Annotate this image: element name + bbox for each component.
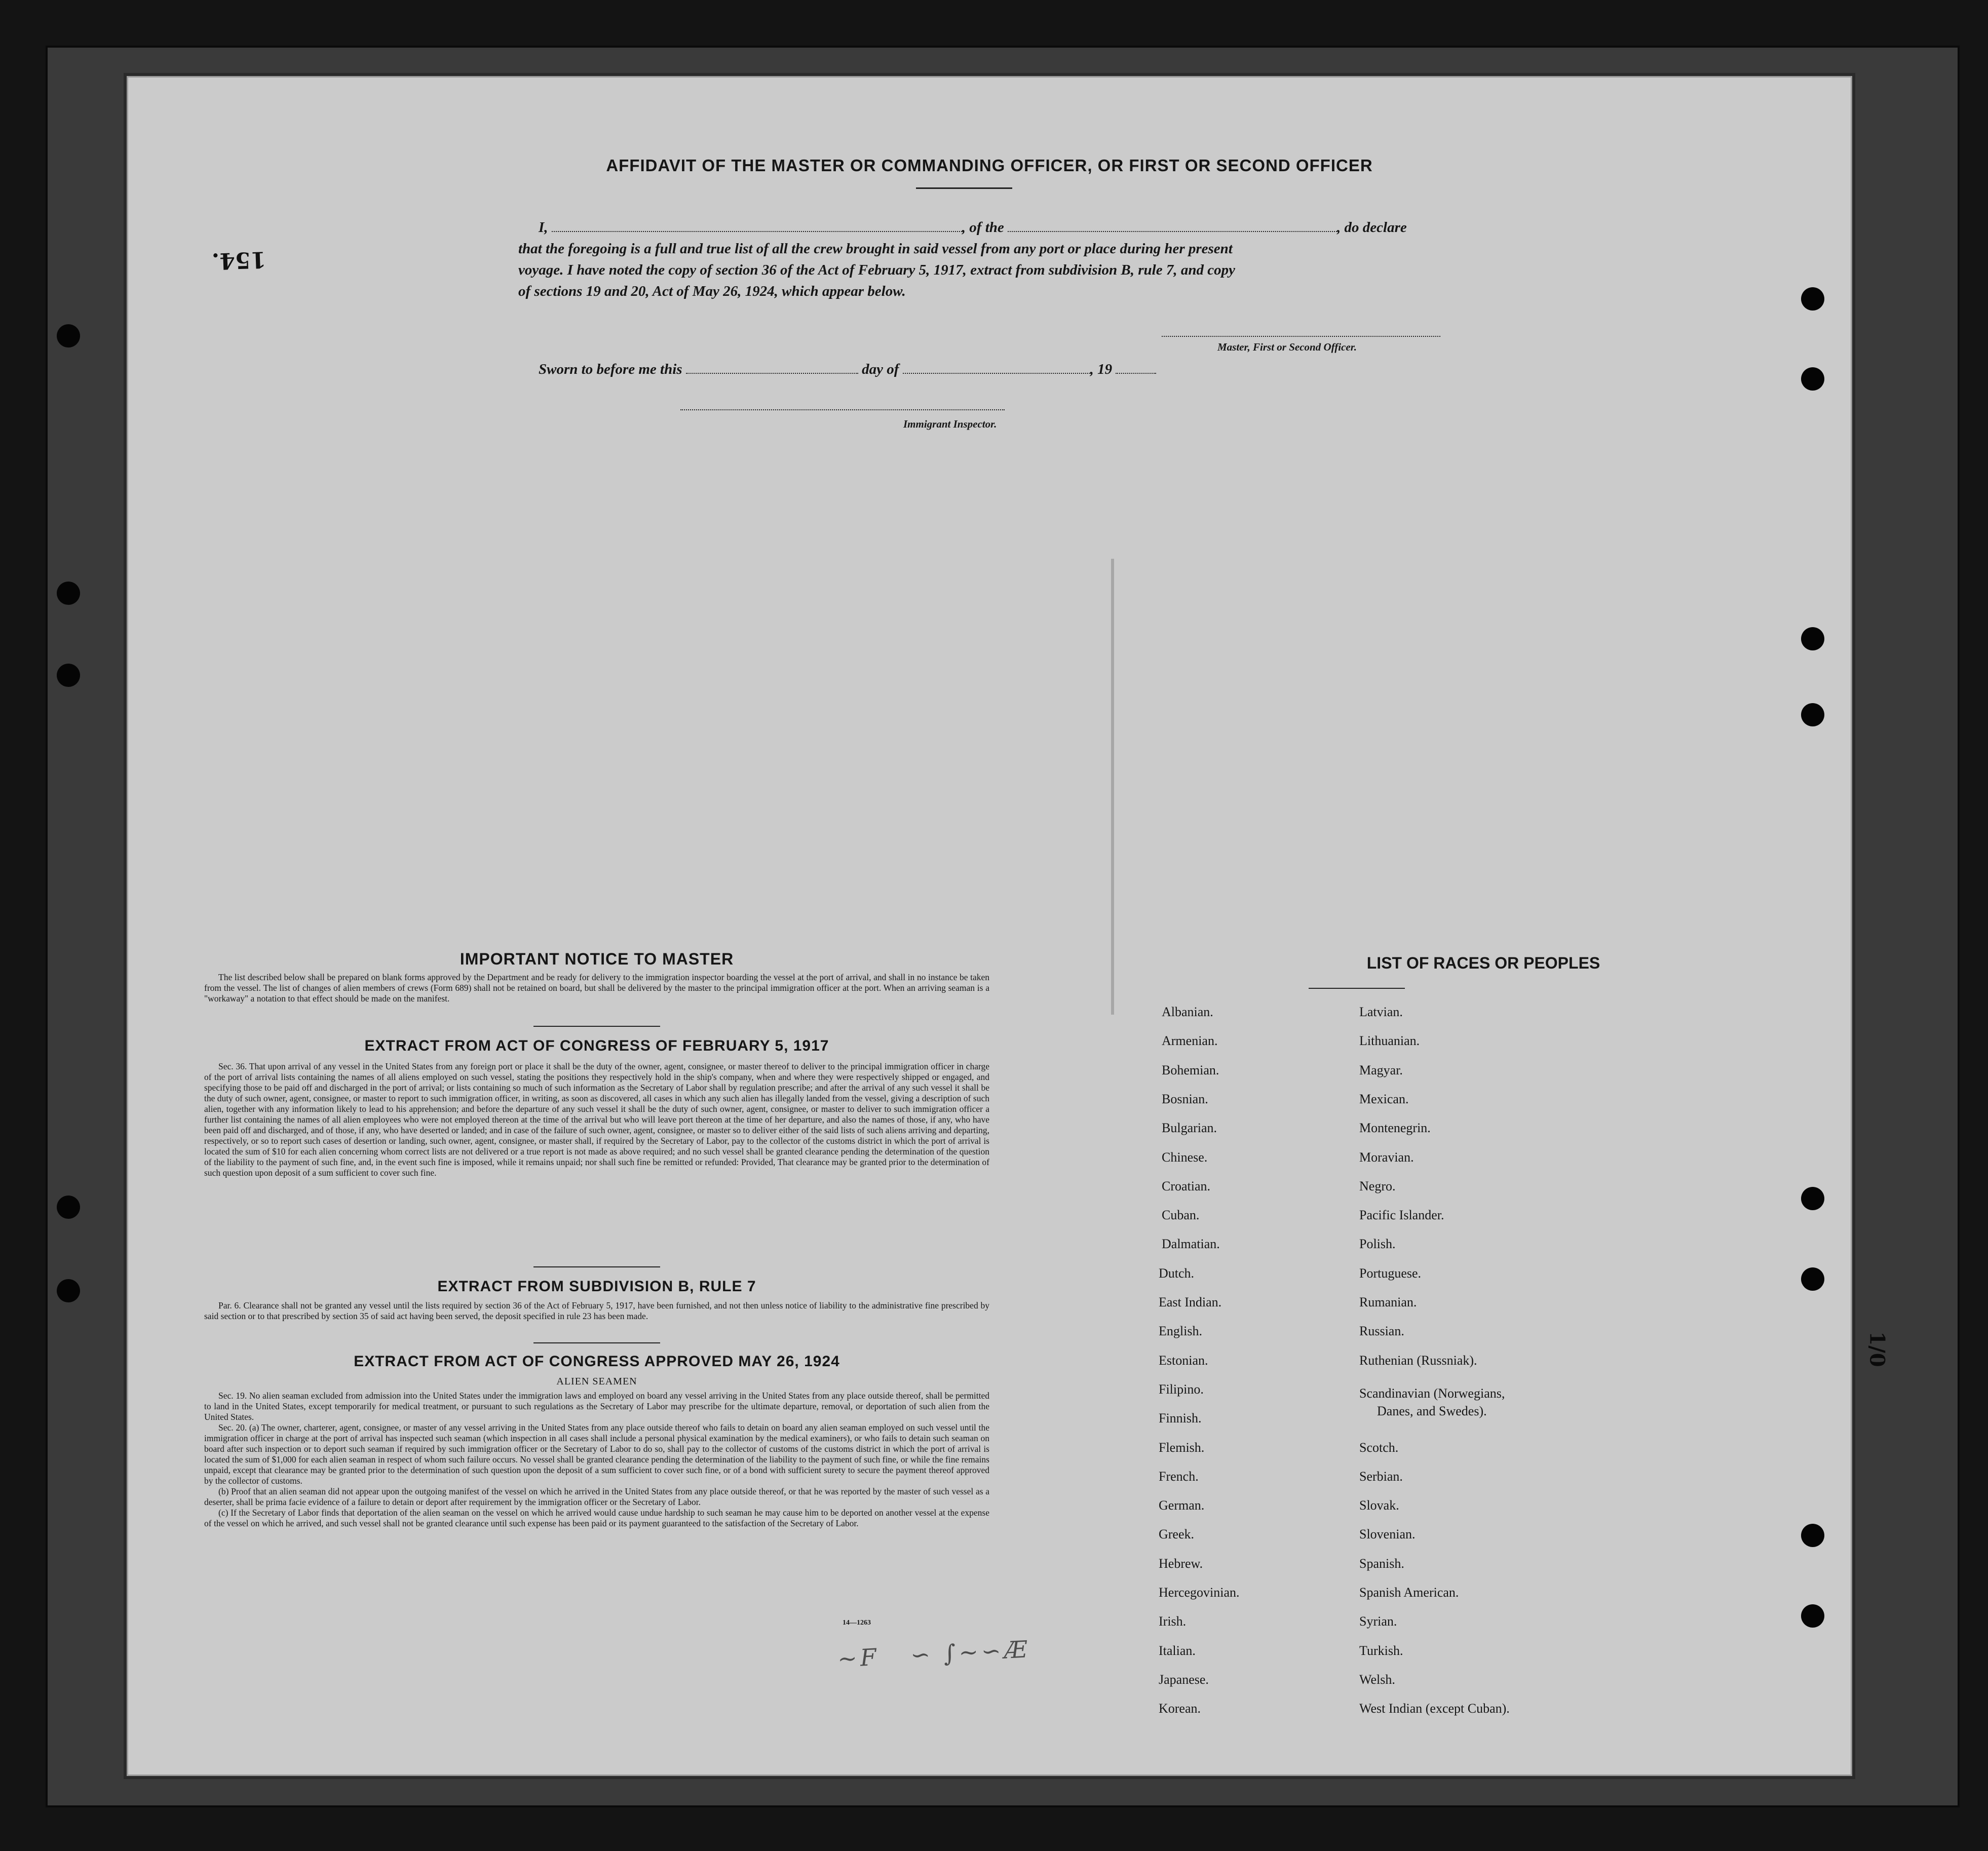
title-underline — [916, 187, 1012, 189]
punch-hole-left — [57, 324, 80, 348]
extract-1917-title: EXTRACT FROM ACT OF CONGRESS OF FEBRUARY 5, 1917 — [364, 1037, 829, 1054]
punch-hole-right — [1801, 1267, 1824, 1291]
affidavit-line-2: that the foregoing is a full and true list of all the crew brought in said vessel from any port or place during her present — [518, 241, 1233, 257]
race-item: Mexican. — [1359, 1091, 1409, 1106]
section-divider — [533, 1342, 660, 1343]
document-sheet — [127, 76, 1852, 1776]
race-item: Slovak. — [1359, 1498, 1399, 1513]
punch-hole-right — [1801, 1604, 1824, 1628]
race-item: West Indian (except Cuban). — [1359, 1701, 1510, 1716]
race-item: Syrian. — [1359, 1614, 1397, 1629]
section-36-paragraph: Sec. 36. That upon arrival of any vessel in the United States from any foreign port or place it shall be the duty of the owner, agent, consignee, or master thereof to deliver to the principal immigration officer in charge of the port of arrival lists containing the names of all aliens employed on such vessel, stating the positions they respectively hold in the ship's company, when and where they were respectively shipped or engaged, and specifying those to be paid off and discharged in the port of arrival; or lists containing so much of such information as the Secretary of Labor shall by regulation prescribe; and after the arrival of any such vessel it shall be the duty of such owner, agent, consignee, or master to report to such immigration officer, in writing, as soon as discovered, all cases in which any such alien has illegally landed from the vessel, giving a description of such alien, together with any information likely to lead to his apprehension; and before the departure of any such vessel it shall be the duty of such owner, agent, consignee, or master to deliver to such immigration officer a further list containing the names of all alien employees who were not employed thereon at the time of the arrival but who will leave port thereon at the time of her departure, and also the names of those, if any, who have been paid off and discharged, and of those, if any, who have deserted or landed; and in case of the failure of such owner, agent, consignee, or master so to deliver either of the said lists of such aliens arriving and departing, respectively, or so to report such cases of desertion or landing, such owner, agent, consignee, or master shall, if required by the Secretary of Labor, pay to the collector of the customs district in which the port of arrival is located the sum of $10 for each alien concerning whom correct lists are not delivered or a true report is not made as above required; and no such vessel shall be granted clearance pending the determination of the question of the liability to the payment of such fine, and, in the event such fine is imposed, while it remains unpaid; nor shall such fine be remitted or refunded: Provided, That clearance may be granted prior to the determination of such question upon deposit of a sum sufficient to cover such fine. — [204, 1061, 989, 1178]
race-item: Negro. — [1359, 1178, 1396, 1193]
race-item: Bohemian. — [1162, 1062, 1219, 1077]
sworn-day-blank — [686, 370, 858, 374]
notice-paragraph: The list described below shall be prepared on blank forms approved by the Department and be ready for delivery to the immigration inspector boarding the vessel at the port of arrival, and shall in no instance be taken from the vessel. The list of changes of alien members of crews (Form 689) shall not be retained on board, but shall be delivered by the master to the principal immigration officer at the port. When an arriving seaman is a "workaway" a notation to that effect should be made on the manifest. — [204, 972, 989, 1004]
race-item: Dalmatian. — [1162, 1237, 1220, 1252]
race-item: Italian. — [1159, 1643, 1196, 1658]
race-item: French. — [1159, 1469, 1199, 1484]
extract-1917-body — [204, 1061, 989, 1178]
race-item: Scotch. — [1359, 1440, 1399, 1455]
race-item: Lithuanian. — [1359, 1033, 1420, 1049]
handwritten-signature: ~F ∽ ∫~∽Æ — [836, 1635, 1031, 1673]
race-item: Greek. — [1159, 1527, 1195, 1542]
race-item: Spanish. — [1359, 1556, 1404, 1571]
race-item: Croatian. — [1162, 1178, 1211, 1193]
race-item: Pacific Islander. — [1359, 1208, 1444, 1223]
race-item: Korean. — [1159, 1701, 1201, 1716]
race-item: Welsh. — [1359, 1672, 1395, 1687]
race-item: Portuguese. — [1359, 1265, 1422, 1281]
race-item: Albanian. — [1162, 1005, 1213, 1019]
section-divider — [533, 1266, 660, 1267]
race-item: Armenian. — [1162, 1033, 1218, 1049]
race-item: Russian. — [1359, 1324, 1404, 1339]
alien-seamen-subtitle: ALIEN SEAMEN — [556, 1376, 637, 1387]
affidavit-line-3: voyage. I have noted the copy of section 36 of the Act of February 5, 1917, extract from subdivision B, rule 7, and copy — [518, 262, 1235, 278]
sec-20a-paragraph: Sec. 20. (a) The owner, charterer, agent, consignee, or master of any vessel arriving in the United States from any place outside thereof who fails to detain on board any alien seaman employed on such vessel until the immigration officer in charge at the port of arrival has inspected such seaman (which inspection in all cases shall include a personal physical examination by the medical examiners), or who fails to detain such seaman on board after such inspection or to deport such seaman if required by such immigration officer or the Secretary of Labor to do so, shall pay to the collector of customs of the customs district in which the port of arrival is located the sum of $1,000 for each alien seaman in respect of whom such failure occurs. No vessel shall be granted clearance pending the determination of the liability to the payment of such fine, or while the fine remains unpaid, except that clearance may be granted prior to the determination of such question upon the deposit of a sum sufficient to cover such fine, or of a bond with sufficient surety to secure the payment thereof approved by the collector of customs. — [204, 1422, 989, 1486]
punch-hole-right — [1801, 367, 1824, 391]
margin-number: 154. — [211, 246, 267, 274]
race-item: Finnish. — [1159, 1411, 1202, 1426]
sworn-month-blank — [903, 370, 1090, 374]
affidavit-declare: , do declare — [1337, 219, 1407, 236]
master-signature-line — [1162, 336, 1440, 337]
race-item: East Indian. — [1159, 1295, 1222, 1309]
race-item: Hercegovinian. — [1159, 1585, 1240, 1600]
race-item: Magyar. — [1359, 1062, 1403, 1077]
sec-20c-paragraph: (c) If the Secretary of Labor finds that deportation of the alien seaman on the vessel on which he arrived would cause undue hardship to such seaman he may cause him to be deported on another vessel at the expense of the vessel on which he arrived, and such vessel shall not be granted clearance until such expense has been paid or its payment guaranteed to the satisfaction of the Secretary of Labor. — [204, 1508, 989, 1528]
race-item: Serbian. — [1359, 1469, 1403, 1484]
race-item: Bulgarian. — [1162, 1121, 1217, 1136]
race-item: Rumanian. — [1359, 1295, 1417, 1309]
day-of-text: day of — [862, 361, 899, 377]
sworn-year-blank — [1116, 370, 1156, 374]
punch-hole-right — [1801, 703, 1824, 726]
rule7-body — [204, 1300, 989, 1322]
race-item: Dutch. — [1159, 1265, 1195, 1281]
punch-hole-right — [1801, 1524, 1824, 1547]
race-item: Hebrew. — [1159, 1556, 1203, 1571]
extract-1924-body — [204, 1391, 989, 1529]
notice-body — [204, 972, 989, 1004]
race-item: Danes, and Swedes). — [1377, 1403, 1487, 1418]
par-6-paragraph: Par. 6. Clearance shall not be granted any vessel until the lists required by section 36 of the Act of February 5, 1917, have been furnished, and not then unless notice of liability to the administrative fine prescribed by said section or to that prescribed by section 35 of said act having been served, the deposit specified in rule 23 has been made. — [204, 1300, 989, 1321]
right-margin-note: 1/0 — [1865, 1331, 1889, 1367]
race-item: Polish. — [1359, 1237, 1396, 1252]
race-item: Montenegrin. — [1359, 1121, 1431, 1136]
year-text: , 19 — [1090, 361, 1113, 377]
race-item: Cuban. — [1162, 1208, 1200, 1223]
punch-hole-left — [57, 1196, 80, 1219]
punch-hole-right — [1801, 287, 1824, 311]
punch-hole-left — [57, 664, 80, 687]
punch-hole-right — [1801, 1187, 1824, 1210]
affidavit-of-the: , of the — [962, 219, 1004, 236]
race-item: Estonian. — [1159, 1353, 1208, 1368]
race-item: Scandinavian (Norwegians, — [1359, 1386, 1505, 1401]
affidavit-title: AFFIDAVIT OF THE MASTER OR COMMANDING OFFICER, OR FIRST OR SECOND OFFICER — [606, 156, 1373, 175]
race-item: Slovenian. — [1359, 1527, 1416, 1542]
race-item: Bosnian. — [1162, 1091, 1208, 1106]
race-item: Latvian. — [1359, 1005, 1403, 1019]
race-item: Japanese. — [1159, 1672, 1209, 1687]
race-item: Irish. — [1159, 1614, 1187, 1629]
inspector-signature-line — [680, 409, 1005, 410]
race-item: Moravian. — [1359, 1149, 1414, 1165]
race-item: English. — [1159, 1324, 1202, 1339]
race-item: Chinese. — [1162, 1149, 1208, 1165]
affidavit-i: I, — [539, 219, 548, 236]
inspector-caption: Immigrant Inspector. — [903, 418, 997, 430]
races-title: LIST OF RACES OR PEOPLES — [1366, 954, 1600, 972]
sworn-text: Sworn to before me this — [539, 361, 682, 377]
name-blank — [552, 228, 962, 232]
punch-hole-right — [1801, 627, 1824, 650]
vessel-blank — [1008, 228, 1337, 232]
affidavit-line-4: of sections 19 and 20, Act of May 26, 1924, which appear below. — [518, 283, 906, 299]
rule7-title: EXTRACT FROM SUBDIVISION B, RULE 7 — [437, 1278, 756, 1295]
section-divider — [533, 1026, 660, 1027]
sec-20b-paragraph: (b) Proof that an alien seaman did not appear upon the outgoing manifest of the vessel on which he arrived in the United States from any place outside thereof, or that he was reported by the master of such vessel as a deserter, shall be prima facie evidence of a failure to detain or deport after requirement by the immigration officer or the Secretary of Labor. — [204, 1486, 989, 1507]
notice-title: IMPORTANT NOTICE TO MASTER — [460, 950, 734, 968]
race-item: Filipino. — [1159, 1381, 1204, 1397]
race-item: Turkish. — [1359, 1643, 1403, 1658]
sworn-line — [539, 359, 1156, 380]
race-item: Ruthenian (Russniak). — [1359, 1353, 1477, 1368]
sec-19-paragraph: Sec. 19. No alien seaman excluded from admission into the United States under the immigration laws and employed on board any vessel arriving in the United States from any place outside thereof, shall be permitted to land in the United States, except temporarily for medical treatment, or pursuant to such regulations as the Secretary of Labor may prescribe for the ultimate departure, removal, or deportation of such alien from the United States. — [204, 1391, 989, 1422]
form-number: 14—1263 — [843, 1619, 871, 1627]
race-item: German. — [1159, 1498, 1205, 1513]
page-fold — [1111, 559, 1114, 1015]
race-item: Flemish. — [1159, 1440, 1205, 1455]
races-title-underline — [1309, 988, 1405, 989]
punch-hole-left — [57, 1279, 80, 1302]
race-item: Spanish American. — [1359, 1585, 1459, 1600]
affidavit-text — [518, 217, 1481, 302]
extract-1924-title: EXTRACT FROM ACT OF CONGRESS APPROVED MAY 26, 1924 — [354, 1353, 840, 1370]
master-caption: Master, First or Second Officer. — [1217, 341, 1357, 353]
punch-hole-left — [57, 582, 80, 605]
